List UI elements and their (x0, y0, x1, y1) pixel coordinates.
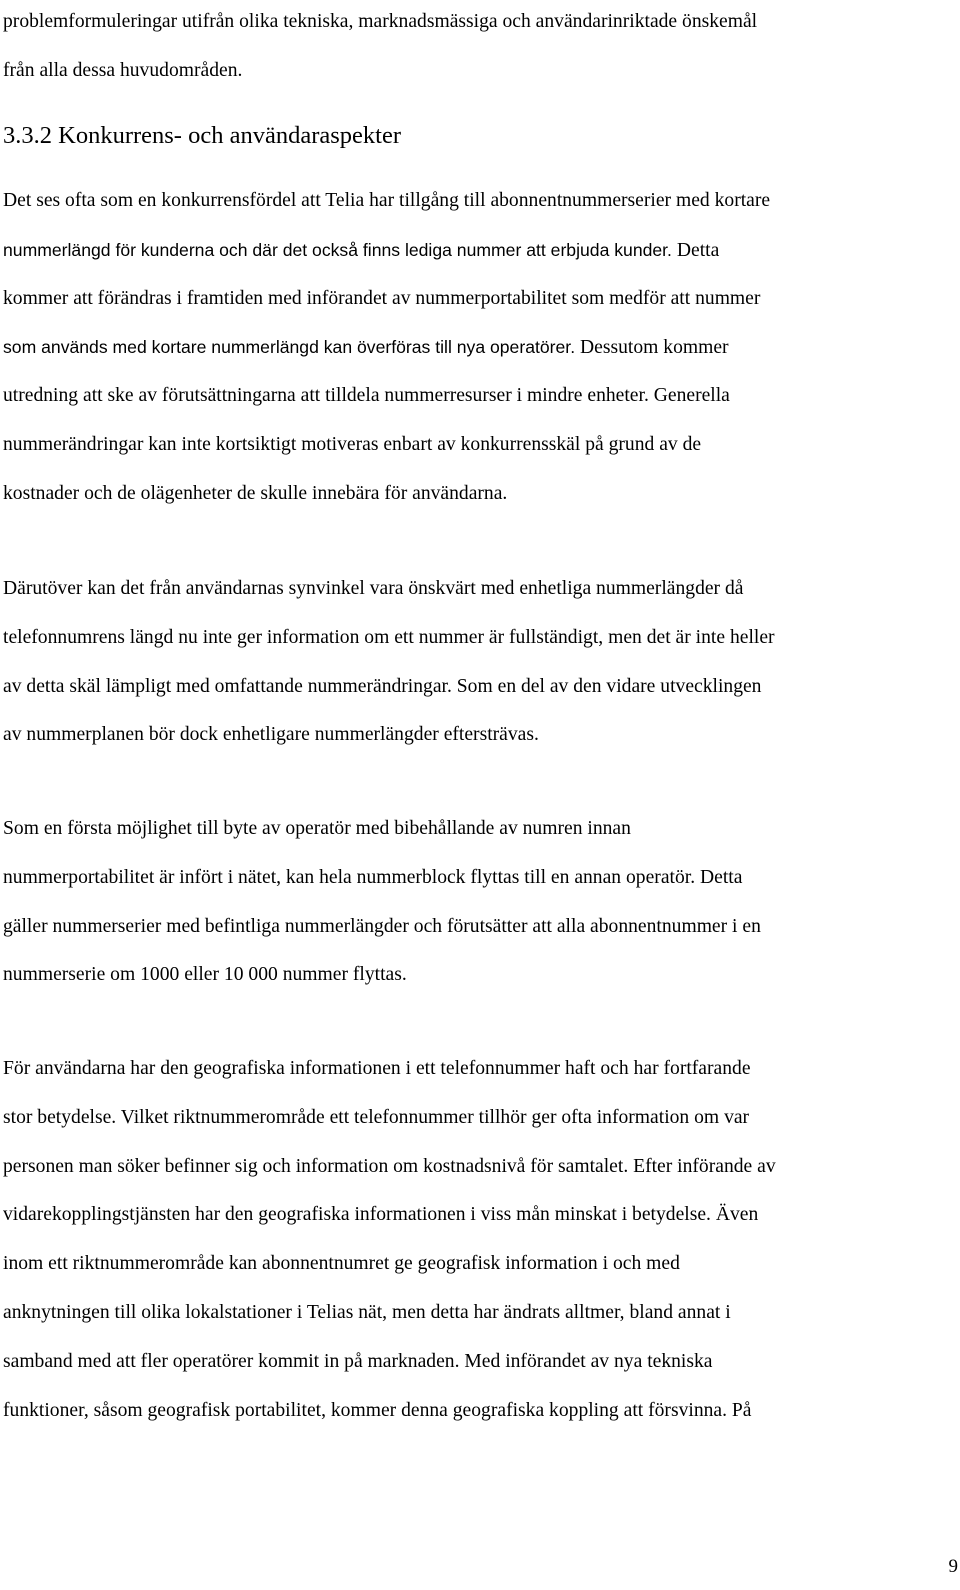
text-line: problemformuleringar utifrån olika tekniska, marknadsmässiga och användarinriktade önskemål (3, 11, 758, 32)
text-line: kostnader och de olägenheter de skulle innebära för användarna. (3, 482, 508, 504)
page-number: 9 (948, 1556, 958, 1577)
text-line: av nummerplanen bör dock enhetligare nummerlängder eftersträvas. (3, 724, 539, 746)
text-line (3, 323, 955, 372)
paragraph-4 (3, 1045, 955, 1435)
section-heading (3, 112, 903, 160)
text-line: samband med att fler operatörer kommit in på marknaden. Med införandet av nya tekniska (3, 1350, 713, 1372)
top-paragraph-fragment (3, 0, 955, 96)
text-line: vidarekopplingstjänsten har den geografiska informationen i viss mån minskat i betydelse. Även (3, 1204, 759, 1226)
text-line: nummerändringar kan inte kortsiktigt motiveras enbart av konkurrensskäl på grund av de (3, 433, 702, 455)
text-line: Som en första möjlighet till byte av operatör med bibehållande av numren innan (3, 818, 631, 839)
paragraph-1 (3, 177, 955, 519)
paragraph-3 (3, 805, 955, 1000)
section-title: Konkurrens- och användaraspekter (58, 122, 401, 149)
text-line: inom ett riktnummerområde kan abonnentnumret ge geografisk information i och med (3, 1253, 680, 1275)
sans-text-run: som används med kortare nummerlängd kan överföras till nya operatörer. (3, 337, 576, 358)
text-line: Därutöver kan det från användarnas synvinkel vara önskvärt med enhetliga nummerlängder då (3, 578, 744, 599)
section-number: 3.3.2 (3, 122, 52, 149)
text-line: av detta skäl lämpligt med omfattande nummerändringar. Som en del av den vidare utvecklingen (3, 675, 762, 697)
text-line: stor betydelse. Vilket riktnummerområde ett telefonnummer tillhör ger ofta information om var (3, 1106, 750, 1128)
text-line: utredning att ske av förutsättningarna att tilldela nummerresurser i mindre enheter. Generella (3, 385, 730, 407)
text-line: Det ses ofta som en konkurrensfördel att Telia har tillgång till abonnentnummerserier med kortare (3, 190, 771, 211)
text-line: personen man söker befinner sig och information om kostnadsnivå för samtalet. Efter införande av (3, 1155, 776, 1177)
text-line: gäller nummerserier med befintliga nummerlängder och förutsätter att alla abonnentnummer i en (3, 915, 761, 937)
paragraph-2 (3, 565, 955, 760)
text-line: kommer att förändras i framtiden med införandet av nummerportabilitet som medför att nummer (3, 287, 761, 309)
text-line: anknytningen till olika lokalstationer i Telias nät, men detta har ändrats alltmer, bland annat i (3, 1301, 731, 1323)
text-line: funktioner, såsom geografisk portabilitet, kommer denna geografiska koppling att försvinna. På (3, 1399, 752, 1421)
text-line: nummerportabilitet är infört i nätet, kan hela nummerblock flyttas till en annan operatör. Detta (3, 866, 743, 888)
serif-text-run: Detta (671, 239, 720, 261)
text-line: telefonnumrens längd nu inte ger information om ett nummer är fullständigt, men det är inte heller (3, 626, 775, 648)
text-line: nummerserie om 1000 eller 10 000 nummer flyttas. (3, 964, 407, 986)
serif-text-run: Dessutom kommer (575, 337, 729, 359)
text-line: från alla dessa huvudområden. (3, 59, 243, 81)
sans-text-run: nummerlängd för kunderna och där det också finns lediga nummer att erbjuda kunder. (3, 239, 672, 260)
text-line (3, 226, 955, 275)
text-line: För användarna har den geografiska informationen i ett telefonnummer haft och har fortfarande (3, 1058, 751, 1079)
